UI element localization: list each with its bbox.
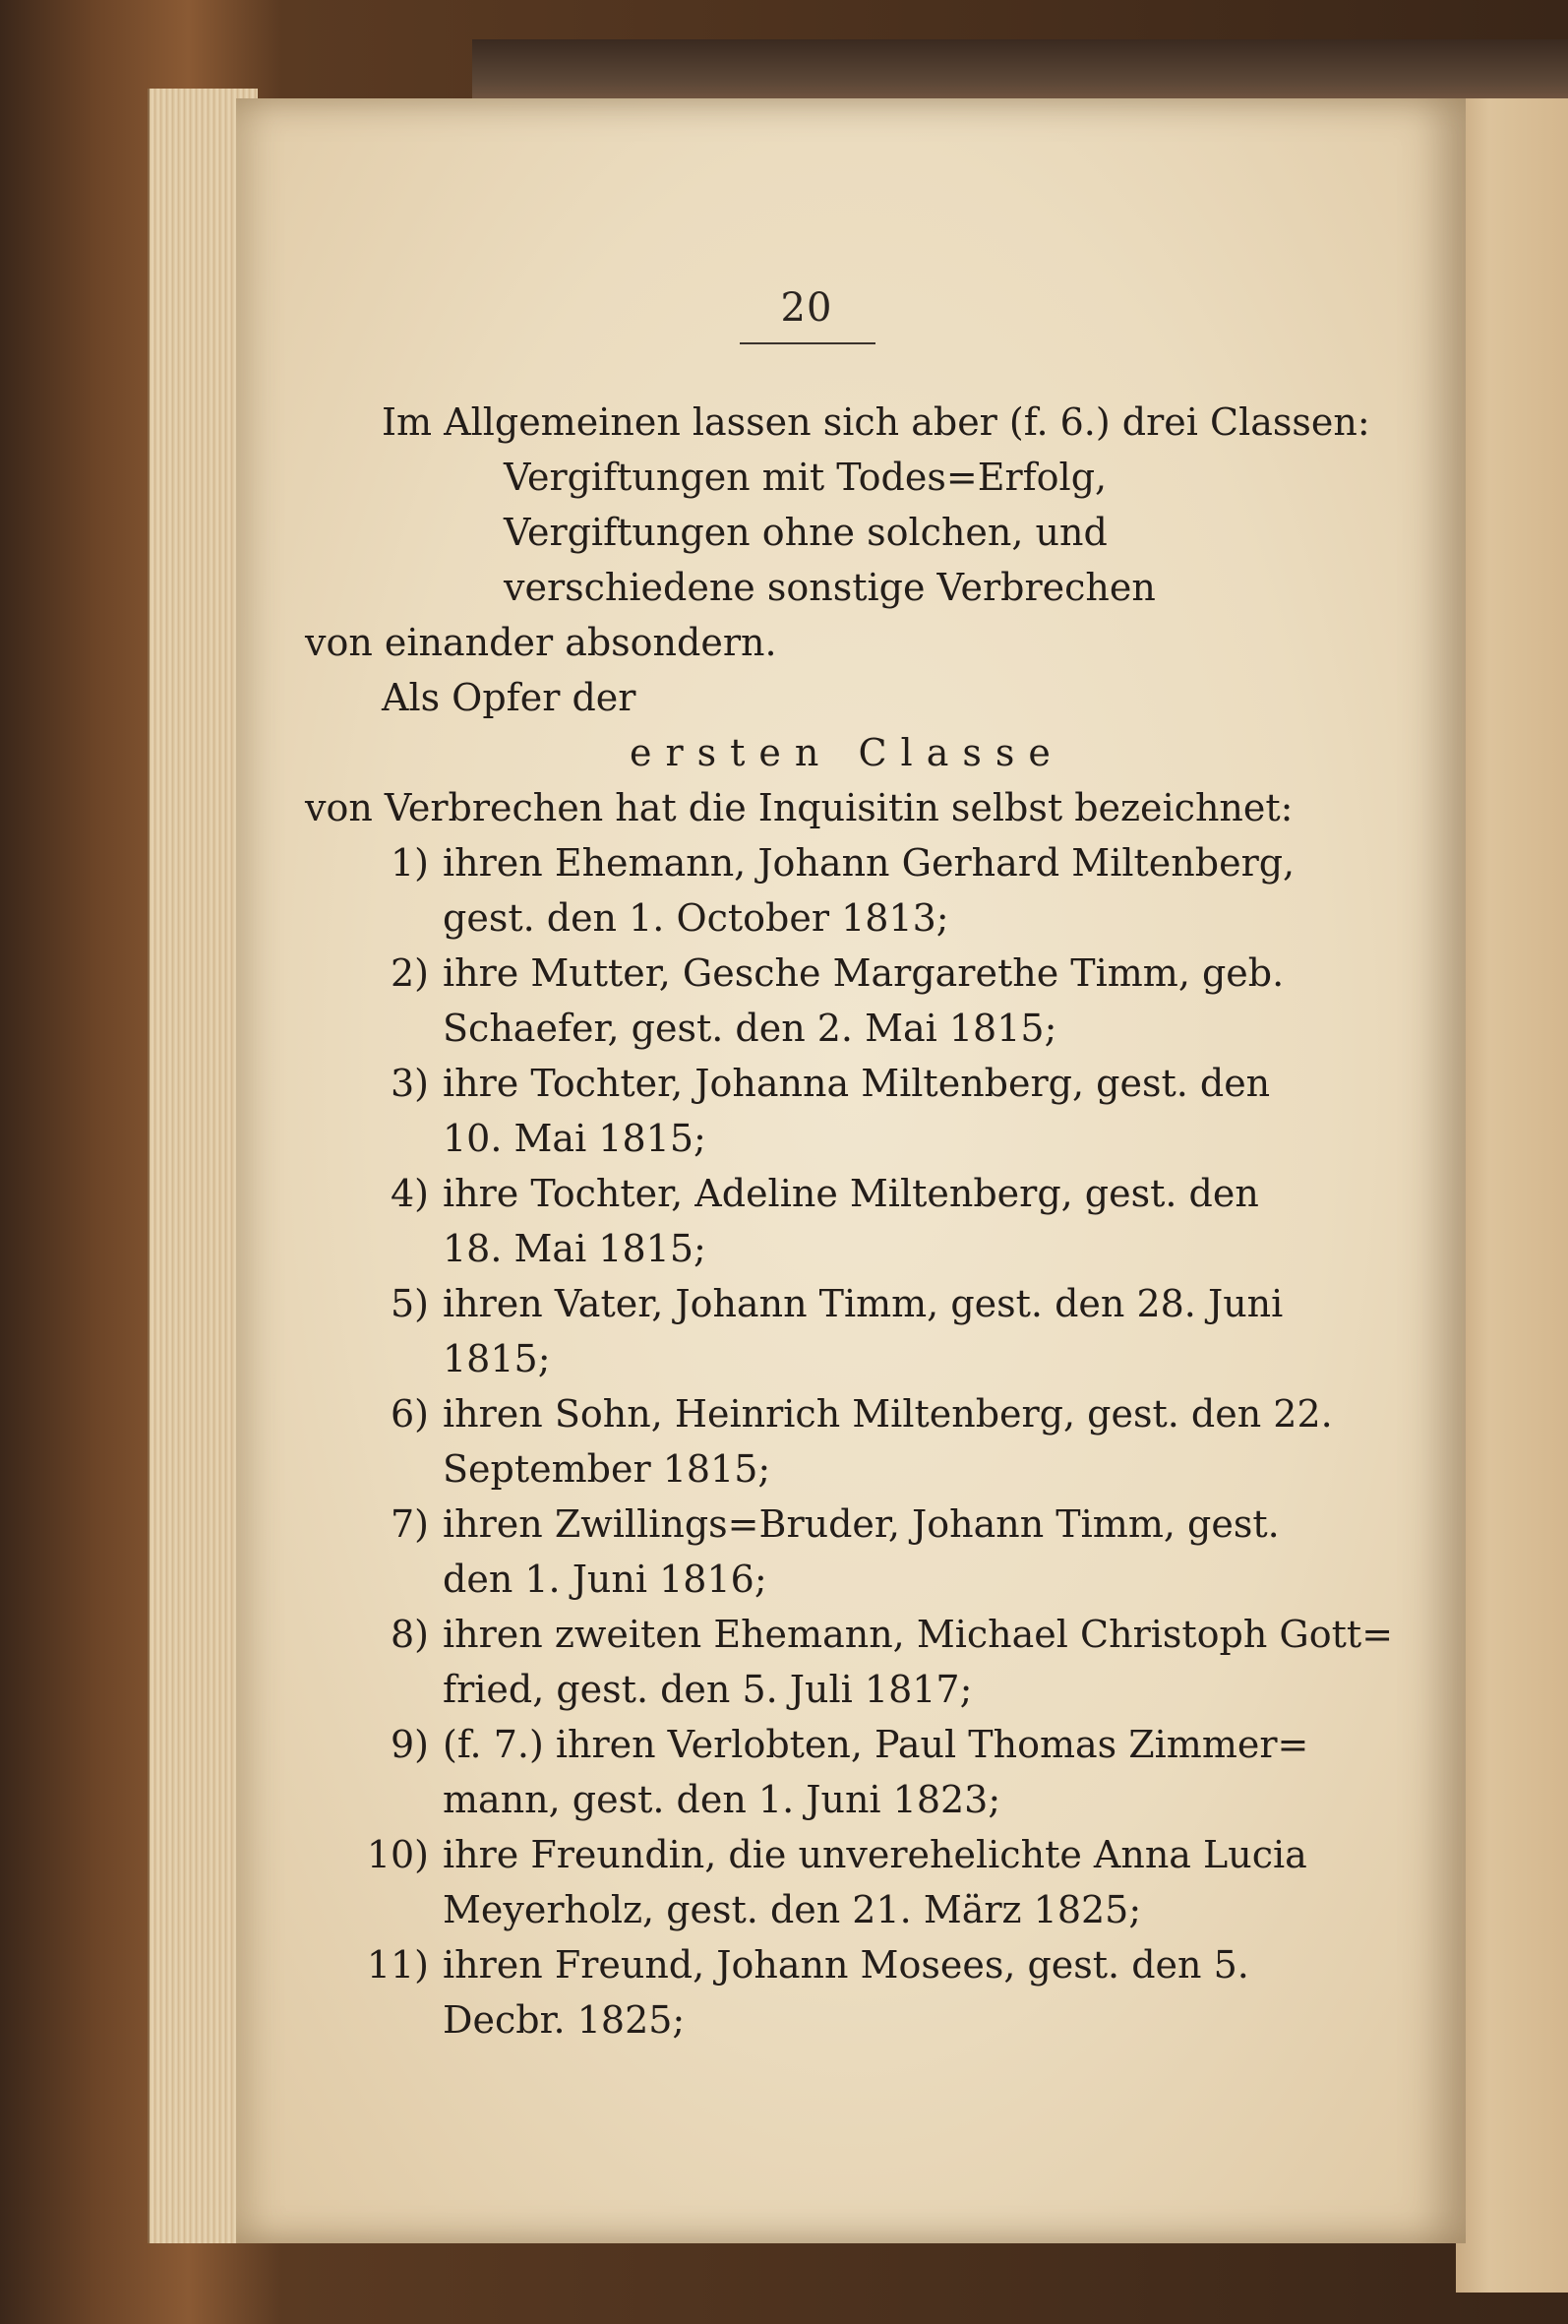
item-line: (f. 7.) ihren Verlobten, Paul Thomas Zimmer= (443, 1723, 1309, 1766)
item-number: 9) (390, 1723, 429, 1766)
item-line: 18. Mai 1815; (443, 1227, 706, 1270)
item-number: 2) (390, 951, 429, 995)
item-line: ihre Mutter, Gesche Margarethe Timm, geb. (443, 951, 1285, 995)
item-line: ihren Sohn, Heinrich Miltenberg, gest. den 22. (443, 1392, 1333, 1436)
header-rule (740, 342, 875, 344)
item-number: 3) (390, 1062, 429, 1105)
item-number: 10) (366, 1833, 429, 1876)
item-number: 6) (390, 1392, 429, 1436)
item-line: ihre Tochter, Adeline Miltenberg, gest. den (443, 1172, 1259, 1215)
item-number: 11) (366, 1943, 429, 1987)
intro-line: Als Opfer der (382, 676, 636, 719)
intro-line: von einander absondern. (305, 621, 777, 664)
item-line: 10. Mai 1815; (443, 1117, 706, 1160)
intro-line: Im Allgemeinen lassen sich aber (f. 6.) drei Classen: (382, 400, 1370, 444)
item-line: ihren Vater, Johann Timm, gest. den 28. Juni (443, 1282, 1284, 1325)
item-line: ihre Tochter, Johanna Miltenberg, gest. den (443, 1062, 1271, 1105)
item-line: Decbr. 1825; (443, 1998, 686, 2042)
item-line: Meyerholz, gest. den 21. März 1825; (443, 1888, 1142, 1931)
item-line: ihren Ehemann, Johann Gerhard Miltenberg, (443, 841, 1296, 885)
item-number: 8) (390, 1613, 429, 1656)
intro-line: Vergiftungen mit Todes=Erfolg, (504, 456, 1108, 499)
item-number: 5) (390, 1282, 429, 1325)
facing-page-edge (1456, 98, 1568, 2293)
item-number: 4) (390, 1172, 429, 1215)
item-number: 7) (390, 1502, 429, 1546)
item-line: ihre Freundin, die unverehelichte Anna Lucia (443, 1833, 1307, 1876)
item-line: Schaefer, gest. den 2. Mai 1815; (443, 1007, 1057, 1050)
item-line: 1815; (443, 1337, 551, 1380)
page-number: 20 (780, 285, 833, 331)
item-line: den 1. Juni 1816; (443, 1558, 767, 1601)
item-line: fried, gest. den 5. Juli 1817; (443, 1668, 973, 1711)
item-line: gest. den 1. October 1813; (443, 896, 949, 940)
item-line: ihren zweiten Ehemann, Michael Christoph Gott= (443, 1613, 1394, 1656)
item-number: 1) (390, 841, 429, 885)
item-line: ihren Zwillings=Bruder, Johann Timm, gest. (443, 1502, 1280, 1546)
intro-line: Vergiftungen ohne solchen, und (504, 511, 1108, 554)
section-heading: ersten Classe (630, 731, 1064, 774)
item-line: September 1815; (443, 1447, 771, 1491)
intro-line: verschiedene sonstige Verbrechen (504, 566, 1156, 609)
item-line: ihren Freund, Johann Mosees, gest. den 5. (443, 1943, 1249, 1987)
item-line: mann, gest. den 1. Juni 1823; (443, 1778, 1001, 1821)
intro-line: von Verbrechen hat die Inquisitin selbst bezeichnet: (305, 786, 1294, 829)
